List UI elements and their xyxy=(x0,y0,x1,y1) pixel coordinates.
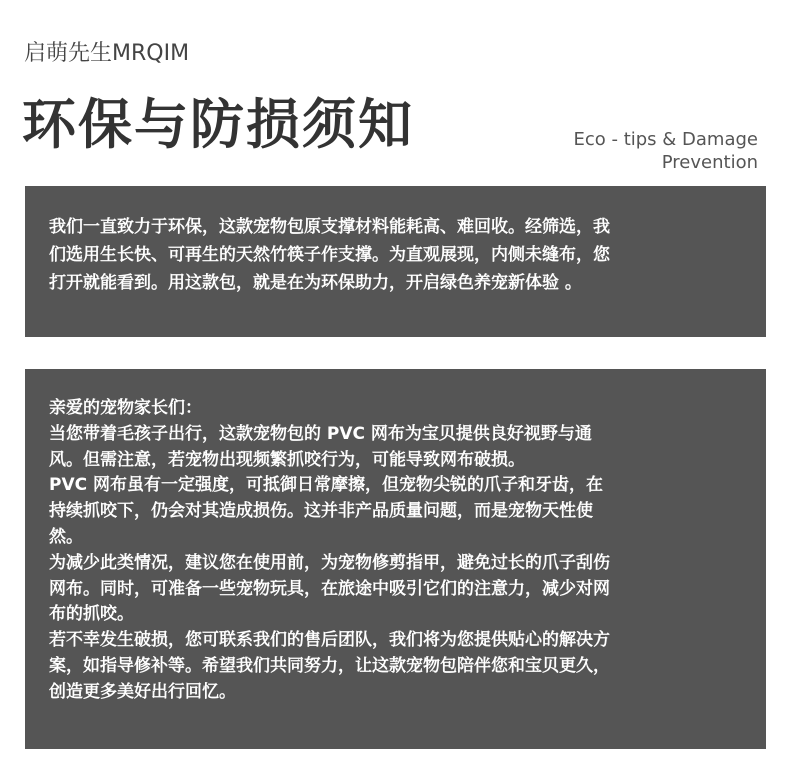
eco-notice-line: 我们一直致力于环保，这款宠物包原支撑材料能耗高、难回收。经筛选，我 xyxy=(49,217,610,237)
eco-notice-line: 们选用生长快、可再生的天然竹筷子作支撑。为直观展现，内侧未缝布，您 xyxy=(49,245,610,265)
damage-notice-line: 案，如指导修补等。希望我们共同努力，让这款宠物包陪伴您和宝贝更久， xyxy=(49,655,610,676)
damage-notice-line: 若不幸发生破损，您可联系我们的售后团队，我们将为您提供贴心的解决方 xyxy=(49,630,610,651)
subtitle-line: Eco - tips & Damage xyxy=(573,129,758,150)
damage-notice-line: 创造更多美好出行回忆。 xyxy=(49,681,236,702)
damage-notice-line: 持续抓咬下，仍会对其造成损伤。这并非产品质量问题，而是宠物天性使 xyxy=(49,501,593,522)
damage-notice-panel xyxy=(25,369,766,749)
page-title: 环保与防损须知 xyxy=(22,93,414,156)
eco-notice-line: 打开就能看到。用这款包，就是在为环保助力，开启绿色养宠新体验 。 xyxy=(49,273,582,293)
damage-notice-line: 布的抓咬。 xyxy=(49,604,134,625)
eco-notice-panel xyxy=(25,186,766,337)
damage-notice-line: 当您带着毛孩子出行，这款宠物包的 PVC 网布为宝贝提供良好视野与通 xyxy=(49,423,592,444)
damage-notice-line: 为减少此类情况，建议您在使用前，为宠物修剪指甲，避免过长的爪子刮伤 xyxy=(49,552,610,573)
brand-name: 启萌先生MRQIM xyxy=(24,41,190,66)
damage-notice-line: PVC 网布虽有一定强度，可抵御日常摩擦，但宠物尖锐的爪子和牙齿，在 xyxy=(49,475,604,496)
damage-notice-line: 亲爱的宠物家长们： xyxy=(49,398,202,418)
damage-notice-line: 然。 xyxy=(49,526,83,547)
page-subtitle xyxy=(573,128,758,174)
damage-notice-line: 风。但需注意，若宠物出现频繁抓咬行为，可能导致网布破损。 xyxy=(49,449,525,470)
damage-notice-line: 网布。同时，可准备一些宠物玩具，在旅途中吸引它们的注意力，减少对网 xyxy=(49,578,610,599)
subtitle-line: Prevention xyxy=(661,152,758,173)
